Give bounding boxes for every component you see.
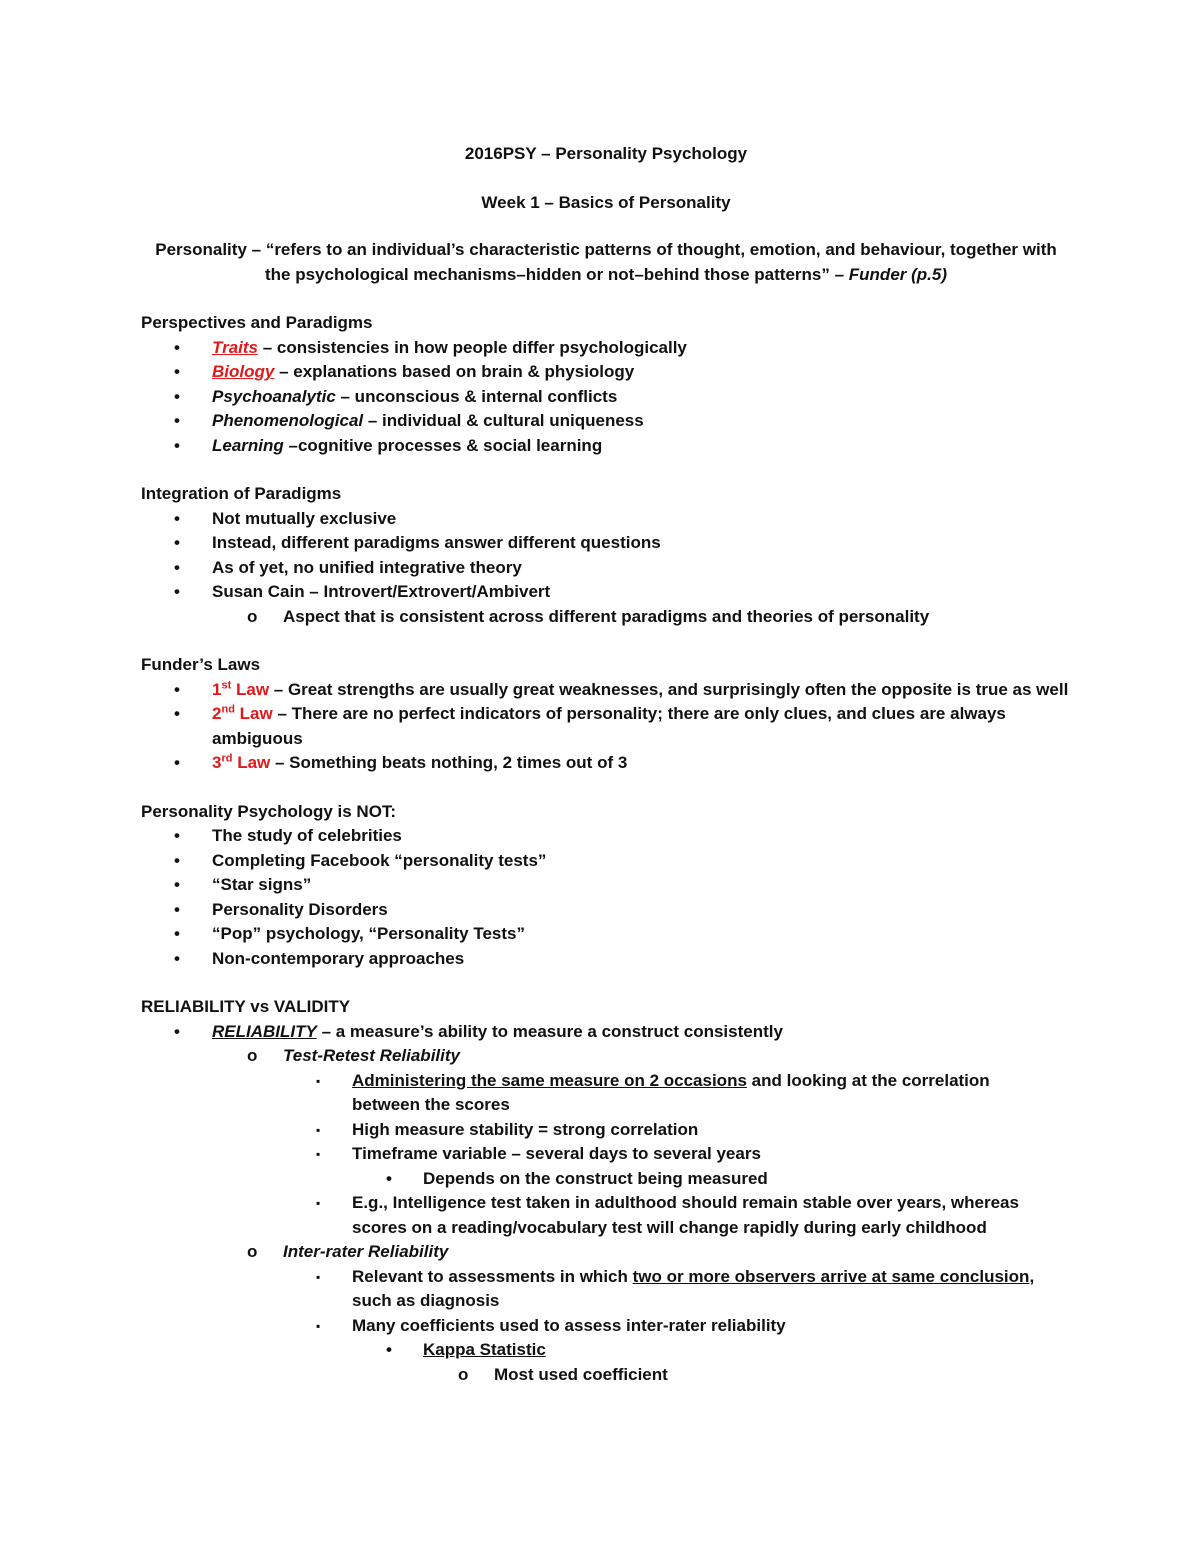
bullet-icon: • bbox=[174, 875, 180, 894]
bullet-icon: • bbox=[174, 411, 180, 430]
personality-definition: Personality – “refers to an individual’s characteristic patterns of thought, emotion, and behaviour, together with the psychological mechanisms–hidden or not–behind those patterns” – Funder (p.5) bbox=[155, 240, 1057, 284]
circle-bullet-icon: o bbox=[247, 1242, 258, 1261]
definition-quote: “refers to an individual’s characteristic patterns of thought, emotion, and behaviour, together with the psychological mechanisms–hidden or not–behind those patterns” bbox=[264, 240, 1057, 284]
list-item: • 3rd Law – Something beats nothing, 2 times out of 3 bbox=[141, 751, 1071, 776]
list-item: • Learning –cognitive processes & social learning bbox=[141, 434, 1071, 459]
term-biology: Biology bbox=[212, 362, 275, 381]
list-item: ▪ Timeframe variable – several days to several years bbox=[141, 1142, 1071, 1167]
not-heading: Personality Psychology is NOT: bbox=[141, 801, 397, 821]
list-item: • RELIABILITY – a measure’s ability to measure a construct consistently bbox=[141, 1020, 1071, 1045]
list-item: • Depends on the construct being measured bbox=[141, 1167, 1071, 1192]
perspectives-heading: Perspectives and Paradigms bbox=[141, 313, 373, 332]
square-bullet-icon: ▪ bbox=[316, 1122, 321, 1137]
list-item: • Instead, different paradigms answer different questions bbox=[141, 531, 1071, 556]
list-item: • As of yet, no unified integrative theory bbox=[141, 556, 1071, 581]
bullet-icon: • bbox=[174, 533, 180, 552]
test-retest-subitems bbox=[141, 1167, 1071, 1192]
bullet-icon: • bbox=[174, 948, 180, 968]
list-item: • Personality Disorders bbox=[141, 898, 1071, 923]
reliability-heading: RELIABILITY vs VALIDITY bbox=[141, 997, 351, 1016]
funders-laws-heading: Funder’s Laws bbox=[141, 655, 261, 674]
list-item: o Aspect that is consistent across different paradigms and theories of personality bbox=[141, 605, 1071, 630]
bullet-icon: • bbox=[174, 679, 180, 699]
square-bullet-icon: ▪ bbox=[316, 1147, 321, 1161]
list-item: • Completing Facebook “personality tests” bbox=[141, 849, 1071, 874]
list-item: • 2nd Law – There are no perfect indicators of personality; there are only clues, and clues are always ambiguous bbox=[174, 703, 1006, 748]
list-item: • Susan Cain – Introvert/Extrovert/Ambivert bbox=[141, 580, 1071, 605]
square-bullet-icon: ▪ bbox=[316, 1269, 321, 1284]
square-bullet-icon: ▪ bbox=[316, 1073, 321, 1088]
funders-laws-list bbox=[141, 678, 1071, 776]
definition-attribution: Funder (p.5) bbox=[848, 264, 947, 284]
term-learning: Learning bbox=[212, 435, 284, 455]
square-bullet-icon: ▪ bbox=[316, 1318, 321, 1333]
bullet-icon: • bbox=[174, 899, 180, 919]
bullet-icon: • bbox=[174, 826, 180, 845]
week-heading: Week 1 – Basics of Personality bbox=[481, 192, 731, 212]
reliability-list bbox=[141, 1020, 1071, 1045]
bullet-icon: • bbox=[174, 508, 180, 528]
list-item: • “Pop” psychology, “Personality Tests” bbox=[141, 922, 1071, 947]
list-item: • Psychoanalytic – unconscious & internal conflicts bbox=[141, 385, 1071, 410]
bullet-icon: • bbox=[174, 337, 180, 357]
term-phenomenological: Phenomenological bbox=[212, 411, 364, 430]
circle-bullet-icon: o bbox=[247, 1046, 258, 1065]
list-item bbox=[141, 1240, 1071, 1265]
bullet-icon: • bbox=[174, 850, 180, 870]
kappa-sublist bbox=[141, 1363, 1071, 1388]
list-item: ▪ High measure stability = strong correlation bbox=[141, 1118, 1071, 1143]
law-label: 3rd Law bbox=[212, 752, 271, 772]
test-retest-label: Test-Retest Reliability bbox=[283, 1046, 460, 1065]
test-retest-items bbox=[141, 1069, 1071, 1167]
bullet-icon: • bbox=[174, 557, 180, 577]
term-psychoanalytic: Psychoanalytic bbox=[212, 386, 336, 406]
list-item: o Most used coefficient bbox=[141, 1363, 1071, 1388]
test-retest-items-2 bbox=[141, 1191, 1071, 1240]
list-item bbox=[141, 1044, 1071, 1069]
kappa-statistic: Kappa Statistic bbox=[423, 1340, 546, 1359]
inter-rater-list bbox=[141, 1240, 1071, 1265]
list-item: • Non-contemporary approaches bbox=[141, 947, 1071, 972]
bullet-icon: • bbox=[174, 704, 180, 723]
perspectives-list bbox=[141, 336, 1071, 459]
integration-heading: Integration of Paradigms bbox=[141, 484, 342, 503]
bullet-icon: • bbox=[386, 1340, 392, 1359]
definition-term: Personality bbox=[155, 240, 247, 259]
bullet-icon: • bbox=[174, 924, 180, 943]
bullet-icon: • bbox=[174, 386, 180, 406]
list-item: • Biology – explanations based on brain & physiology bbox=[141, 360, 1071, 385]
bullet-icon: • bbox=[174, 1021, 180, 1041]
not-list bbox=[141, 824, 1071, 971]
circle-bullet-icon: o bbox=[247, 606, 258, 626]
law-label: 2nd Law bbox=[212, 703, 273, 723]
list-item: • 1st Law – Great strengths are usually great weaknesses, and surprisingly often the opposite is true as well bbox=[141, 678, 1071, 703]
kappa-list bbox=[141, 1338, 1071, 1363]
integration-sublist bbox=[141, 605, 1071, 630]
bullet-icon: • bbox=[174, 582, 180, 601]
test-retest-list bbox=[141, 1044, 1071, 1069]
list-item: • Phenomenological – individual & cultural uniqueness bbox=[141, 409, 1071, 434]
bullet-icon: • bbox=[174, 753, 180, 772]
list-item: • Traits – consistencies in how people differ psychologically bbox=[141, 336, 1071, 361]
term-reliability: RELIABILITY bbox=[212, 1021, 317, 1041]
list-item: ▪ Many coefficients used to assess inter-rater reliability bbox=[141, 1314, 1071, 1339]
bullet-icon: • bbox=[386, 1168, 392, 1188]
list-item: ▪ E.g., Intelligence test taken in adulthood should remain stable over years, whereas scores on a reading/vocabulary test will change rapidly during early childhood bbox=[316, 1193, 1019, 1237]
bullet-icon: • bbox=[174, 435, 180, 455]
list-item: • Not mutually exclusive bbox=[141, 507, 1071, 532]
law-label: 1st Law bbox=[212, 678, 270, 699]
circle-bullet-icon: o bbox=[458, 1364, 469, 1384]
list-item: • The study of celebrities bbox=[141, 824, 1071, 849]
term-traits: Traits bbox=[212, 337, 258, 357]
list-item: ▪ Administering the same measure on 2 occasions and looking at the correlation between the scores bbox=[316, 1070, 990, 1114]
list-item: • “Star signs” bbox=[141, 873, 1071, 898]
inter-rater-label: Inter-rater Reliability bbox=[283, 1242, 449, 1261]
integration-list bbox=[141, 507, 1071, 605]
document-title: 2016PSY – Personality Psychology bbox=[464, 144, 748, 163]
square-bullet-icon: ▪ bbox=[316, 1196, 321, 1210]
bullet-icon: • bbox=[174, 362, 180, 381]
inter-rater-items bbox=[141, 1265, 1071, 1339]
list-item: ▪ Relevant to assessments in which two or more observers arrive at same conclusion, such as diagnosis bbox=[316, 1266, 1035, 1310]
list-item bbox=[141, 1338, 1071, 1363]
document-body bbox=[141, 142, 1071, 1387]
